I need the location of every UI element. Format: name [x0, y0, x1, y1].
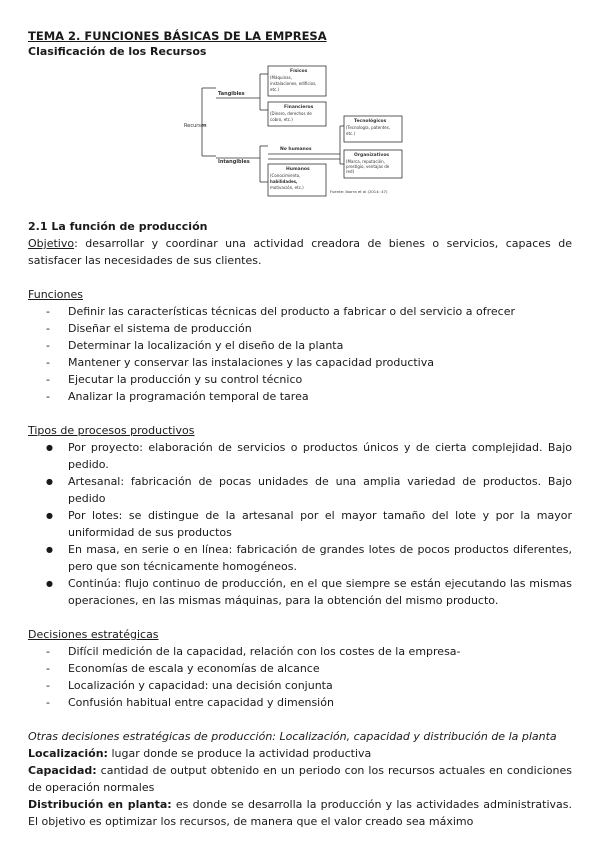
objective-text: : desarrollar y coordinar una actividad creadora de bienes o servicios, capaces de satisfacer las necesidades de sus clientes. — [28, 237, 572, 267]
diagram-intangibles: Intangibles — [218, 159, 250, 165]
section-heading-production: 2.1 La función de producción — [28, 220, 208, 233]
page-title: TEMA 2. FUNCIONES BÁSICAS DE LA EMPRESA — [28, 29, 327, 43]
list-item: ● Por lotes: se distingue de la artesanal por el mayor tamaño del lote y por la mayor uniformidad de sus productos — [46, 507, 572, 541]
diagram-organizativos-line: red) — [346, 169, 355, 174]
diagram-financieros-title: Financieros — [284, 105, 314, 110]
list-item: - Economías de escala y economías de alcance — [46, 660, 572, 677]
list-item: ● En masa, en serie o en línea: fabricación de grandes lotes de pocos productos diferentes, pero que son técnicamente homogéneos. — [46, 541, 572, 575]
functions-heading: Funciones — [28, 288, 83, 301]
other-decisions-intro: Otras decisiones estratégicas de producción: Localización, capacidad y distribución de la planta — [28, 730, 557, 743]
objective-label: Objetivo — [28, 237, 75, 250]
distribucion-paragraph — [28, 796, 572, 830]
list-item: - Mantener y conservar las instalaciones y las capacidad productiva — [46, 354, 572, 371]
distribucion-label: Distribución en planta: — [28, 798, 172, 811]
diagram-organizativos-line: (Marca, reputación, — [346, 159, 385, 164]
list-item: ● Por proyecto: elaboración de servicios o productos únicos y de cierta complejidad. Bajo pedido. — [46, 439, 572, 473]
diagram-fisicos-title: Físicos — [290, 69, 308, 74]
localizacion-label: Localización: — [28, 747, 108, 760]
diagram-root: Recursos — [184, 123, 207, 129]
diagram-organizativos-line: prestigio, ventajas de — [346, 164, 390, 169]
diagram-fisicos-line: etc.) — [270, 87, 280, 92]
diagram-tecnologicos-line: (Tecnología, patentes, — [346, 125, 391, 130]
capacidad-label: Capacidad: — [28, 764, 97, 777]
diagram-organizativos-title: Organizativos — [354, 153, 390, 158]
list-item: - Localización y capacidad: una decisión conjunta — [46, 677, 572, 694]
list-item: - Diseñar el sistema de producción — [46, 320, 572, 337]
capacidad-paragraph — [28, 762, 572, 796]
document-body — [28, 218, 572, 830]
process-types-heading: Tipos de procesos productivos — [28, 424, 195, 437]
diagram-tangibles: Tangibles — [218, 91, 245, 97]
diagram-financieros-line: (Dinero, derechos de — [270, 111, 312, 116]
page-subtitle: Clasificación de los Recursos — [28, 45, 207, 58]
diagram-no-humanos: No humanos — [280, 147, 312, 152]
diagram-humanos-line: habilidades, — [270, 179, 298, 184]
localizacion-paragraph — [28, 745, 572, 762]
diagram-humanos-line: (Conocimiento, — [270, 173, 301, 178]
list-item: - Determinar la localización y el diseño de la planta — [46, 337, 572, 354]
diagram-fisicos-line: instalaciones, edificios, — [270, 81, 317, 86]
document-page — [28, 28, 572, 60]
list-item: - Ejecutar la producción y su control técnico — [46, 371, 572, 388]
diagram-tecnologicos-line: etc.) — [346, 131, 356, 136]
diagram-humanos-line: motivación, etc.) — [270, 185, 304, 190]
distribucion-text: es donde se desarrolla la producción y las actividades administrativas. El objetivo es optimizar los recursos, de manera que el valor creado sea máximo — [28, 798, 572, 828]
localizacion-text: lugar donde se produce la actividad productiva — [107, 747, 372, 760]
diagram-source: Fuente: Iborra et al (2014: 47) — [330, 189, 388, 194]
diagram-humanos-title: Humanos — [286, 167, 310, 172]
objective-paragraph — [28, 235, 572, 269]
diagram-financieros-line: cobro, etc.) — [270, 117, 293, 122]
functions-list — [28, 303, 572, 405]
diagram-tecnologicos-title: Tecnológicos — [354, 119, 387, 124]
list-item: - Difícil medición de la capacidad, relación con los costes de la empresa- — [46, 643, 572, 660]
list-item: ● Artesanal: fabricación de pocas unidades de una amplia variedad de productos. Bajo pedido — [46, 473, 572, 507]
resources-diagram — [180, 64, 430, 200]
process-types-list — [28, 439, 572, 609]
strategic-heading: Decisiones estratégicas — [28, 628, 159, 641]
list-item: - Definir las características técnicas del producto a fabricar o del servicio a ofrecer — [46, 303, 572, 320]
capacidad-text: cantidad de output obtenido en un periodo con los recursos actuales en condiciones de operación normales — [28, 764, 572, 794]
diagram-fisicos-line: (Máquinas, — [270, 75, 292, 80]
list-item: - Confusión habitual entre capacidad y dimensión — [46, 694, 572, 711]
strategic-list — [28, 643, 572, 711]
list-item: ● Continúa: flujo continuo de producción, en el que siempre se están ejecutando las mismas operaciones, en las mismas máquinas, para la obtención del mismo producto. — [46, 575, 572, 609]
list-item: - Analizar la programación temporal de tarea — [46, 388, 572, 405]
